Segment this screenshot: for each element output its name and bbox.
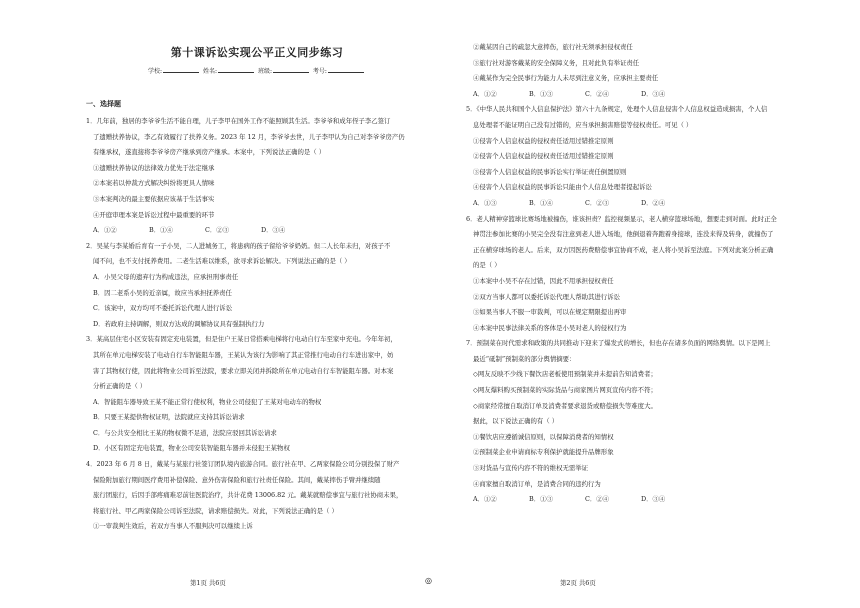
question-option-line: 的是（ ） [473, 261, 501, 270]
question-option-line: 保险附加旅行期间医疗费用补偿保险、意外伤害保险和旅行社责任保险。其间，戴某摔伤手臂并继续随 [93, 475, 381, 484]
school-field-blank[interactable] [163, 66, 199, 73]
school-field-label: 学校: [148, 68, 163, 75]
question-option-line: ③侵害个人信息权益的民事诉讼实行举证责任倒置原则 [473, 167, 627, 176]
answer-option: C．②④ [585, 495, 610, 504]
question-option-line: ③本案判决的最主要依据应该基于生活事实 [93, 194, 215, 203]
question-option-line: ①一审裁判生效后，若双方当事人不服判决可以继续上诉 [93, 522, 253, 531]
question-option-line: 神贯注参加比赛的小吴完全没有注意到老人进入场地，他倒退着奔跑着身接球，连没来得及转身，就撞伤了 [473, 230, 774, 239]
answer-option: C．②④ [585, 89, 610, 98]
center-mark: ◎ [425, 576, 432, 585]
question-option-line: ②预制菜企业申请商标专利保护就能提升品牌形象 [473, 448, 614, 457]
question-option-line: ②本案若以仲裁方式解决纠纷将更具人情味 [93, 179, 215, 188]
question-stem-line: 4．2023 年 6 月 8 日，戴某与某旅行社签订团队境内旅游合同。旅行社在甲、乙两家保险公司分别投保了财产 [86, 460, 400, 469]
exam-number-field-blank[interactable] [328, 66, 364, 73]
question-option-line: ④侵害个人信息权益的民事诉讼只能由个人信息处理者提起诉讼 [473, 183, 652, 192]
question-option-line: 害了其物权行使，因此将物业公司诉至法院，要求立即关闭并拆除所在单元电动自行车智能阻车器。对本案 [93, 366, 394, 375]
answer-option: D．③④ [261, 226, 286, 235]
question-option-line: B．只要王某提供物权证明，法院就应支持其诉讼请求 [93, 413, 245, 422]
question-option-line: 正在横穿球场的老人。后来，双方因医药费赔偿事宜协商不成，老人将小吴诉至法庭。下列对此案分析正确 [473, 245, 774, 254]
question-option-line: C．该案中，双方均可不委托诉讼代理人进行诉讼 [93, 304, 233, 313]
answer-option: D．②④ [641, 198, 666, 207]
question-option-line: 旅行团旅行，后因手部疼痛难忍前往医院治疗，共计花费 13006.82 元。戴某就赔偿事宜与旅行社协商未果， [93, 491, 403, 500]
question-option-line: ①遗赠扶养协议的法律效力优先于法定继承 [93, 163, 215, 172]
answer-option: B．①④ [529, 198, 553, 207]
question-option-line: ②双方当事人都可以委托诉讼代理人帮助其进行诉讼 [473, 292, 620, 301]
question-option-line: ④本案中民事法律关系的客体是小吴对老人的侵权行为 [473, 323, 627, 332]
page-number-left: 第1页 共6页 [190, 579, 226, 587]
question-option-line: ③对货品与宣传内容不符的维权无需举证 [473, 464, 589, 473]
question-option-line: A．小吴父母的遗弃行为构成违法，应承担刑事责任 [93, 272, 239, 281]
answer-options [86, 223, 428, 239]
section-heading: 一、选择题 [86, 99, 121, 108]
question-option-line: C．与公共安全相比王某的物权微不足道，法院应驳回其诉讼请求 [93, 428, 277, 437]
question-option-line: ◇商家经常擅自取消订单及消费者要求退货或赔偿损失等难度大。 [473, 401, 657, 410]
answer-option: C．②③ [205, 226, 230, 235]
answer-option: A．①② [473, 495, 497, 504]
question-stem-line: 7．预制菜在时代需求和政策的共同推动下迎来了爆发式的增长，但也存在诸多负面的网络舆情。以下是网上 [466, 339, 771, 348]
question-option-line: 了遗赠扶养协议，李乙有效履行了扶养义务。2023 年 12 月，李爷爷去世，儿子李甲认为自己对李爷爷房产仍 [93, 132, 405, 141]
question-option-line: D．若政府主持调解，则双方达成的调解协议具有强制执行力 [93, 319, 265, 328]
right-question-text [466, 40, 808, 508]
question-option-line: ③旅行社对游客戴某的安全保障义务，且对此负有举证责任 [473, 58, 640, 67]
answer-options [466, 87, 808, 103]
student-info-line [86, 66, 428, 75]
question-stem-line: 1．几年前，独居的李爷爷生活不能自理，儿子李甲在国外工作不能照顾其生活。李爷爷和成年侄子李乙签订 [86, 117, 391, 125]
exam-number-field-label: 考号: [312, 68, 327, 75]
question-option-line: ④开庭审理本案是诉讼过程中最重要的环节 [93, 210, 215, 219]
question-option-line: ①侵害个人信息权益的侵权责任适用过错推定原则 [473, 136, 614, 145]
question-option-line: ①餐饮店应遵循诚信原则，以保障消费者的知情权 [473, 432, 614, 441]
question-option-line: ◇网友反映不少线下餐饮店老板使用预制菜并未提前告知消费者； [473, 370, 657, 379]
answer-options [466, 492, 808, 508]
answer-option: C．②③ [585, 198, 610, 207]
question-stem-line: 3．某高层住宅小区安装有固定充电装置，但是住户王某日常搭乘电梯将行电动自行车至家中充电。今年年初， [86, 335, 397, 344]
question-option-line: 将旅行社、甲乙两家保险公司诉至法院，请求赔偿损失。对此，下列说法正确的是（ ） [93, 506, 338, 515]
answer-option: D．③④ [641, 89, 666, 98]
question-option-line: D．小区有固定充电装置，物业公司安装智能阻车器并未侵犯王某物权 [93, 444, 290, 453]
question-option-line: B．因二老系小吴的近亲属，故应当承担抚养责任 [93, 288, 232, 297]
question-option-line: ④戴某作为完全民事行为能力人未尽到注意义务，应承担主要责任 [473, 74, 659, 83]
page-number-right: 第2页 共6页 [560, 579, 596, 587]
answer-option: B．①③ [529, 89, 553, 98]
left-question-text [86, 114, 428, 535]
question-option-line: ③如果当事人不服一审裁判，可以在规定期限提出再审 [473, 308, 627, 317]
question-stem-line: 5．《中华人民共和国个人信息保护法》第六十九条规定，处理个人信息侵害个人信息权益造成损害，个人信 [466, 105, 768, 114]
question-option-line: 息处理者不能证明自己没有过错的，应当承担损害赔偿等侵权责任。可见（ ） [473, 120, 693, 129]
question-option-line: 有继承权，遂直接将李爷爷房产继承到房产继承。本案中，下列说法正确的是（ ） [93, 148, 326, 157]
question-option-line: 据此，以下说法正确的有（ ） [473, 417, 559, 426]
question-option-line: ◇网友爆料购买预制菜的实际货品与商家图片网页宣传内容不符； [473, 386, 657, 395]
answer-option: D．③④ [641, 495, 666, 504]
answer-option: A．①③ [473, 198, 497, 207]
question-option-line: 最近“砥制”预制菜的部分舆情摘要： [473, 354, 576, 363]
name-field-blank[interactable] [218, 66, 254, 73]
question-option-line: 分析正确的是（ ） [93, 382, 147, 391]
question-option-line: ①本案中小吴不存在过错，因此不用承担侵权责任 [473, 276, 614, 285]
class-field-blank[interactable] [273, 66, 309, 73]
name-field-label: 姓名: [203, 68, 218, 75]
question-option-line: A．智能阻车器导致王某不能正常行使权利，物业公司侵犯了王某对电动车的物权 [93, 397, 322, 406]
answer-option: B．①④ [149, 226, 173, 235]
question-option-line: 其所在单元电梯安装了电动自行车智能阻车器，王某认为该行为影响了其正常推行电动自行车进出家中，妨 [93, 350, 394, 359]
question-stem-line: 6．老人精神穿篮球比赛场地被撞伤，谁该担责？监控视频显示，老人横穿篮球场地，想要走到对面。此时正全 [466, 214, 777, 223]
question-option-line: 闻不问，也不支付抚养费用。二老生活难以维系，欲寻求诉讼解决。下列说法正确的是（ ） [93, 257, 351, 266]
question-stem-line: 2．吴某与李某婚后育有一子小吴，二人进城务工，将患病的孩子留给爷爷奶奶。但二人长年未归，对孩子不 [86, 241, 391, 250]
answer-option: A．①② [93, 226, 117, 235]
answer-option: A．①② [473, 89, 497, 98]
answer-option: B．①③ [529, 495, 553, 504]
question-option-line: ②戴某因自己的疏忽大意摔伤，旅行社无须承担侵权责任 [473, 43, 633, 51]
page-title: 第十课诉讼实现公平正义同步练习 [170, 46, 344, 59]
question-option-line: ②侵害个人信息权益的侵权责任适用过错推定原则 [473, 152, 614, 161]
question-option-line: ④商家擅自取消订单，是消费合同的违约行为 [473, 479, 601, 488]
answer-options [466, 196, 808, 212]
class-field-label: 班级: [257, 68, 272, 75]
